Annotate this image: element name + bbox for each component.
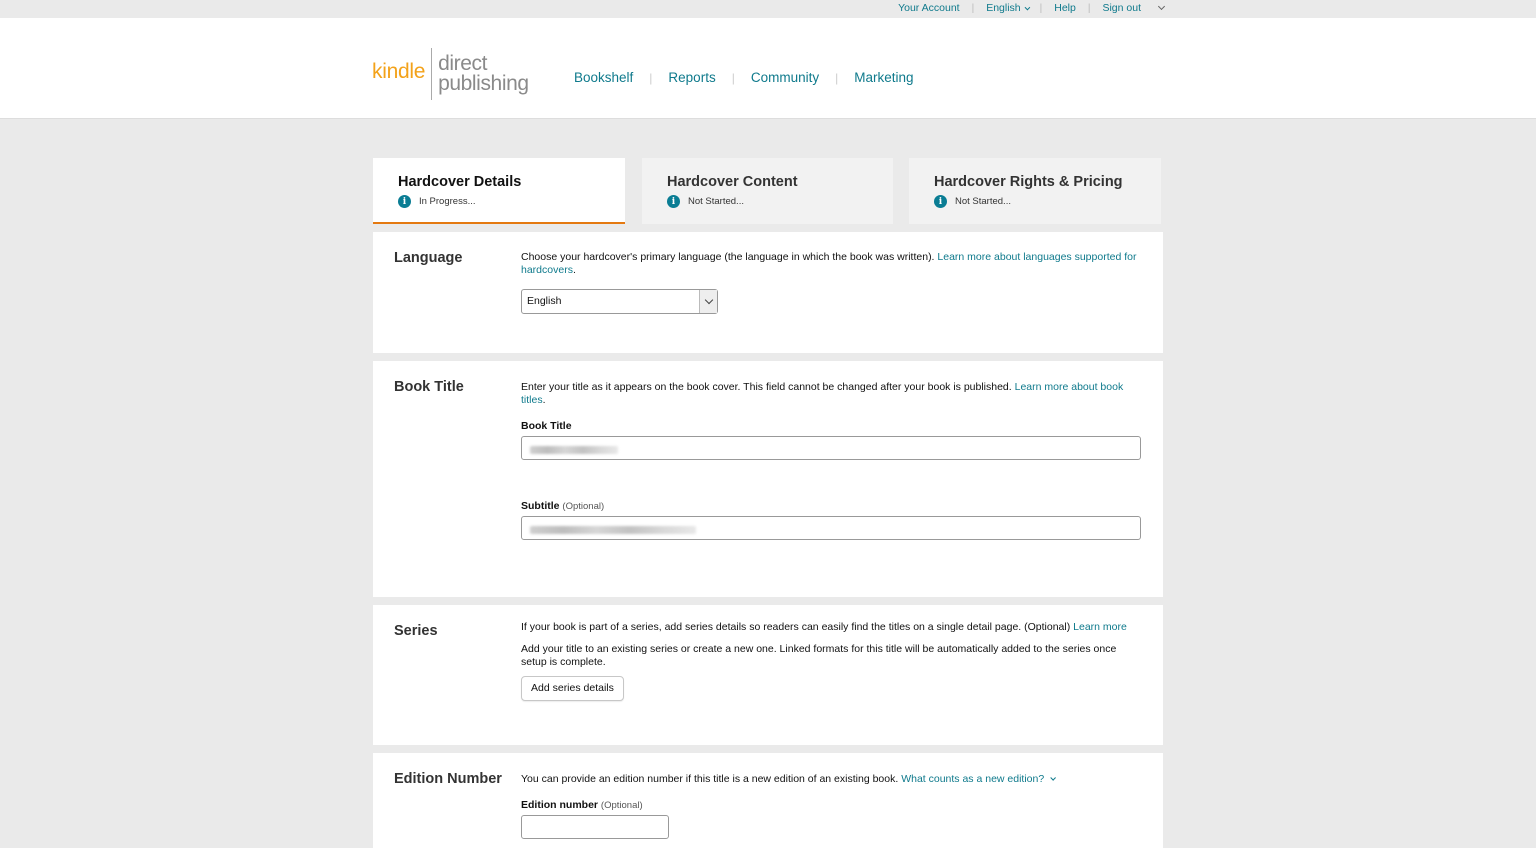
separator: | [971,2,975,14]
description-text: You can provide an edition number if this title is a new edition of an existing book. [521,773,899,785]
edition-number-input[interactable] [521,815,669,839]
edition-description [521,773,1141,786]
section-body [521,773,1141,839]
book-title-description: Enter your title as it appears on the book cover. This field cannot be changed after your book is published. Learn more about book titles. [521,381,1124,406]
info-icon: i [667,195,680,208]
tab-status-text: Not Started... [688,196,744,207]
redacted-text [530,526,696,534]
section-body [521,381,1141,540]
nav-reports[interactable]: Reports [668,70,716,85]
your-account-link[interactable]: Your Account [898,2,960,14]
description-text: If your book is part of a series, add series details so readers can easily find the titles on a single detail page. (Optional) [521,621,1071,633]
learn-more-series-link[interactable]: Learn more [1073,621,1127,633]
series-section [373,605,1163,745]
separator: | [1039,2,1043,14]
tab-status [934,195,1161,208]
chevron-down-icon[interactable] [1158,2,1165,9]
chevron-down-icon [1024,5,1030,11]
tab-hardcover-rights-pricing[interactable] [909,158,1161,224]
optional-hint: (Optional) [600,800,643,811]
tab-title: Hardcover Content [667,174,798,190]
logo-line-2: publishing [438,72,529,95]
series-description-2: Add your title to an existing series or create a new one. Linked formats for this title will be automatically added to the series once setup is complete. [521,643,1117,668]
main-nav [574,70,914,85]
nav-marketing[interactable]: Marketing [854,70,914,85]
section-title: Language [394,250,463,266]
utility-bar [0,0,1536,18]
new-edition-help-text: What counts as a new edition? [901,773,1045,785]
edition-number-section [373,753,1163,848]
book-title-section [373,361,1163,597]
tab-status [667,195,893,208]
language-menu-link[interactable] [971,2,1039,14]
series-description-1 [521,621,1141,634]
language-section [373,232,1163,353]
section-body [521,621,1141,701]
add-series-details-button[interactable]: Add series details [521,676,624,701]
separator: | [649,70,653,85]
site-header [0,18,1536,119]
optional-hint: (Optional) [562,501,605,512]
dropdown-arrow-icon [699,290,717,313]
info-icon: i [398,195,411,208]
tab-title: Hardcover Rights & Pricing [934,174,1123,190]
info-icon: i [934,195,947,208]
tab-hardcover-details[interactable] [373,158,625,224]
logo-line-1: direct [438,52,488,75]
section-title: Book Title [394,379,464,395]
logo-divider [431,48,432,100]
nav-bookshelf[interactable]: Bookshelf [574,70,634,85]
tab-hardcover-content[interactable] [642,158,893,224]
book-title-label: Book Title [521,420,572,432]
book-title-input[interactable] [521,436,1141,460]
tab-status-text: In Progress... [419,196,476,207]
help-link[interactable]: Help [1054,2,1076,14]
subtitle-label-text: Subtitle [521,500,560,512]
chevron-down-icon [1050,775,1056,781]
language-select[interactable] [521,289,718,314]
new-edition-help-link[interactable] [901,773,1053,785]
edition-number-label-text: Edition number [521,799,598,811]
section-title: Series [394,623,438,639]
language-menu-label: English [986,2,1021,14]
section-body [521,251,1141,314]
sign-out-link[interactable]: Sign out [1102,2,1141,14]
logo-direct-publishing [438,54,529,94]
learn-more-languages-link[interactable]: Learn more about languages supported for hardcovers [521,251,1137,276]
edition-number-label [521,799,1141,812]
tab-title: Hardcover Details [398,174,522,190]
nav-community[interactable]: Community [750,70,820,85]
subtitle-input[interactable] [521,516,1141,540]
description-text: Enter your title as it appears on the book cover. This field cannot be changed after your book is published. [521,381,1012,393]
logo-kindle-text: kindle [372,60,426,83]
language-description: Choose your hardcover's primary language (the language in which the book was written). Learn more about languages supported for hardcovers. [521,251,1137,276]
separator: | [731,70,735,85]
description-text: Choose your hardcover's primary language (the language in which the book was written). [521,251,935,263]
kdp-logo[interactable] [372,48,529,100]
subtitle-label [521,500,1141,513]
learn-more-titles-link[interactable]: Learn more about book titles [521,381,1124,406]
separator: | [1087,2,1091,14]
language-select-value: English [527,295,562,307]
section-title: Edition Number [394,771,502,787]
redacted-text [530,446,618,454]
separator: | [835,70,839,85]
utility-links [886,2,1164,14]
tab-status [398,195,625,208]
tab-status-text: Not Started... [955,196,1011,207]
